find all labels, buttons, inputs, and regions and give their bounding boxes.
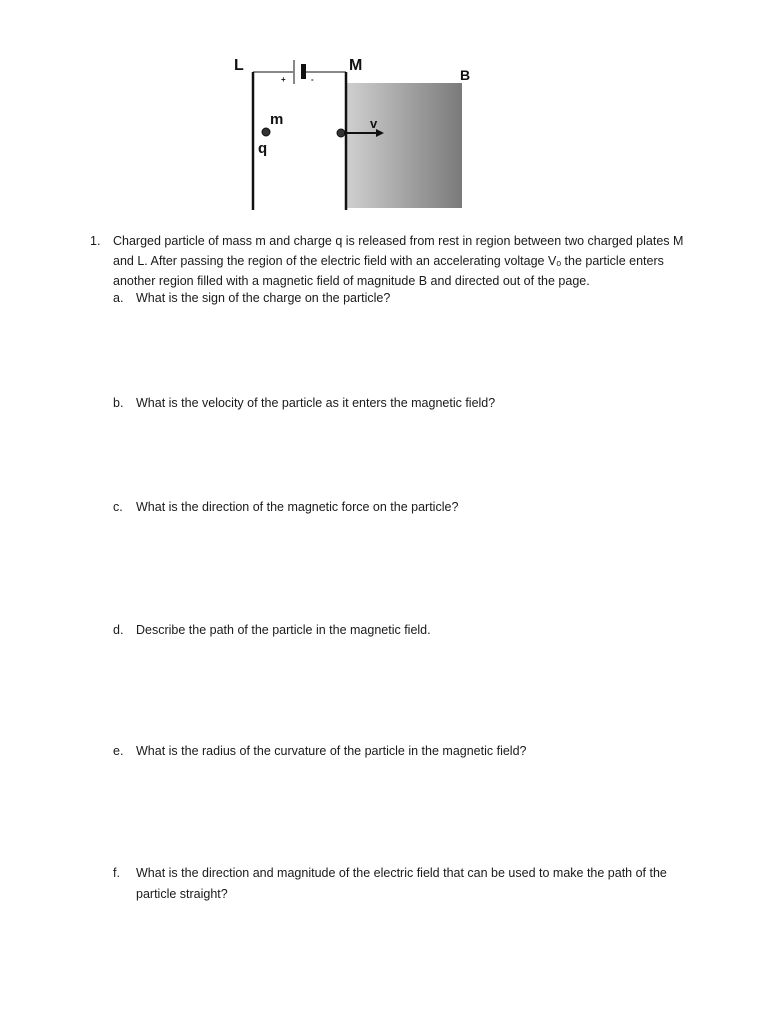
part-text: Describe the path of the particle in the magnetic field. <box>136 623 431 637</box>
magnetic-field-label: B <box>460 67 471 83</box>
question-number: 1. <box>90 234 101 248</box>
part-letter: e. <box>113 744 124 758</box>
part-letter: b. <box>113 396 124 410</box>
part-letter: a. <box>113 291 124 305</box>
part-letter: c. <box>113 500 123 514</box>
part-text: What is the radius of the curvature of the particle in the magnetic field? <box>136 744 527 758</box>
question-part-a <box>113 288 693 309</box>
part-text: What is the direction and magnitude of the electric field that can be used to make the path of the particle straight? <box>136 866 667 901</box>
part-text: What is the direction of the magnetic force on the particle? <box>136 500 459 514</box>
physics-diagram <box>220 50 490 215</box>
plate-right-label: M <box>349 57 363 74</box>
part-text: What is the velocity of the particle as it enters the magnetic field? <box>136 396 496 410</box>
mass-label: m <box>270 111 284 128</box>
particle-moving <box>337 129 345 137</box>
particle-at-rest <box>262 128 270 136</box>
battery-short-plate <box>301 64 306 79</box>
part-letter: f. <box>113 866 120 880</box>
question-text: Charged particle of mass m and charge q is released from rest in region between two charged plates M and L. After passing the region of the electric field with an accelerating voltage Vₒ the particle enters another region filled with a magnetic field of magnitude B and directed out of the page. <box>113 234 684 288</box>
charge-label: q <box>258 140 268 157</box>
part-text: What is the sign of the charge on the particle? <box>136 291 391 305</box>
question-part-b <box>113 393 693 414</box>
question-part-f <box>113 863 693 905</box>
battery-minus-sign: - <box>311 75 314 84</box>
question-1 <box>90 231 690 291</box>
part-letter: d. <box>113 623 124 637</box>
battery-plus-sign: + <box>281 75 286 84</box>
plate-left-label: L <box>234 57 244 74</box>
question-part-c <box>113 497 693 518</box>
question-part-e <box>113 741 693 762</box>
question-part-d <box>113 620 693 641</box>
magnetic-field-region <box>347 83 462 208</box>
velocity-label: v <box>370 116 378 131</box>
